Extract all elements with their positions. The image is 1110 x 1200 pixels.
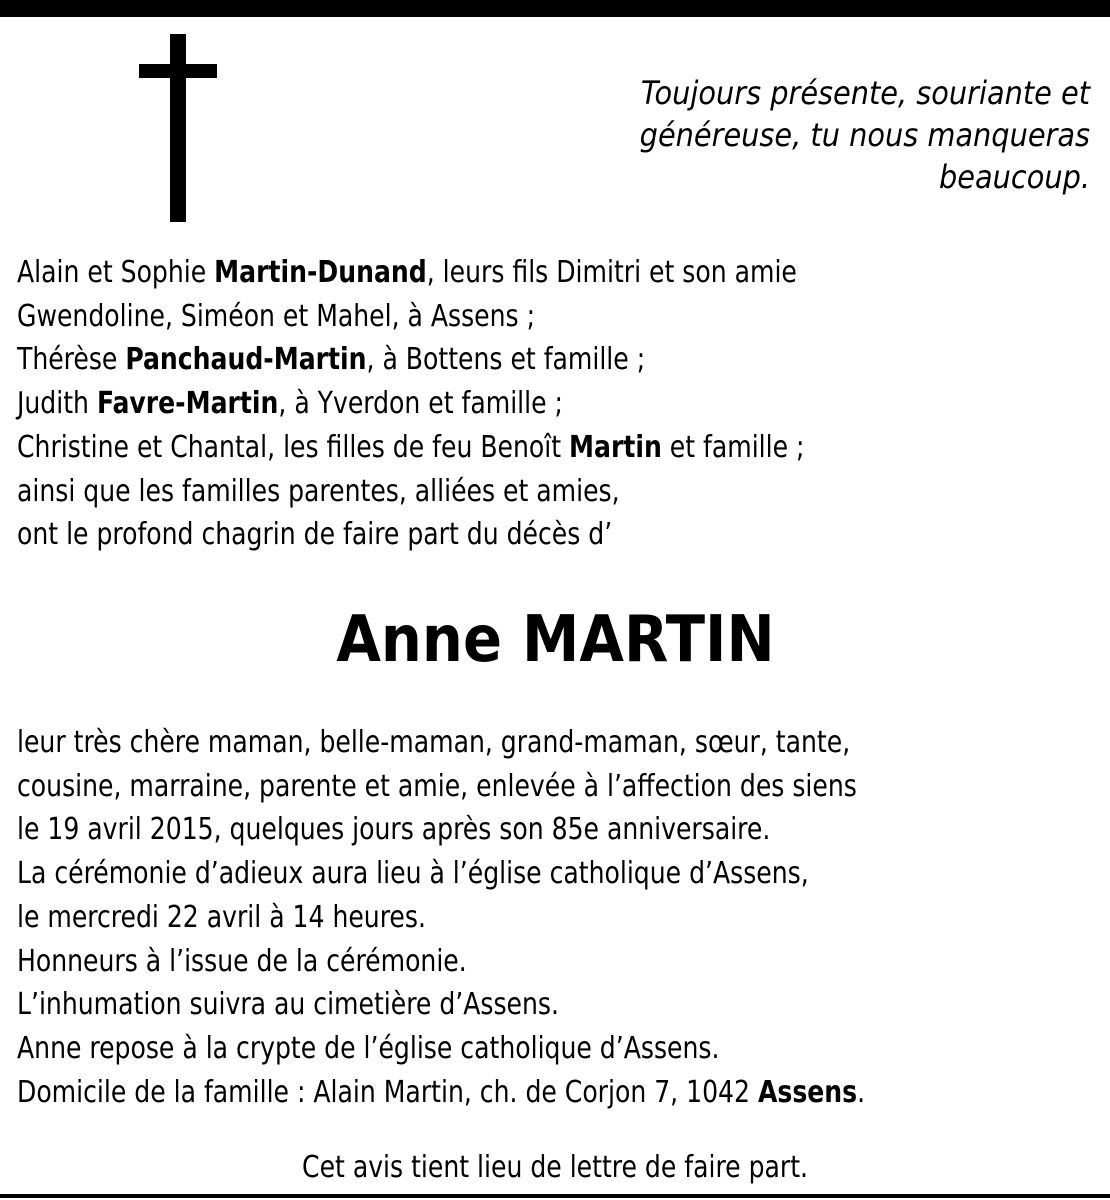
details-line: Anne repose à la crypte de l’église catholique d’Assens. <box>17 1030 720 1066</box>
details-text: . <box>857 1074 866 1110</box>
footer-note <box>0 1146 1110 1190</box>
family-line <box>17 382 805 426</box>
details-line: Honneurs à l’issue de la cérémonie. <box>17 943 467 979</box>
family-text: Judith <box>17 386 97 422</box>
obituary-details <box>17 721 865 1114</box>
family-line <box>17 426 805 470</box>
family-text: Christine et Chantal, les filles de feu Benoît <box>17 429 570 465</box>
family-text: et famille ; <box>661 429 805 465</box>
details-text: Domicile de la famille : Alain Martin, ch. de Corjon 7, 1042 <box>17 1074 758 1110</box>
family-line: ont le profond chagrin de faire part du décès d’ <box>17 517 613 553</box>
deceased-name-heading <box>0 600 1110 680</box>
top-border <box>0 0 1110 17</box>
family-text: Thérèse <box>17 342 126 378</box>
footer-text: Cet avis tient lieu de lettre de faire part. <box>302 1150 808 1185</box>
cross-vertical-bar <box>170 34 186 222</box>
details-line: L’inhumation suivra au cimetière d’Assens. <box>17 987 559 1023</box>
deceased-name: Anne MARTIN <box>335 603 775 677</box>
family-line: ainsi que les familles parentes, alliées et amies, <box>17 473 620 509</box>
family-surname: Martin <box>569 429 662 465</box>
cross-icon <box>139 34 217 222</box>
family-text: , leurs fils Dimitri et son amie <box>426 255 797 290</box>
bottom-border <box>0 1194 1110 1198</box>
family-line: Gwendoline, Siméon et Mahel, à Assens ; <box>17 298 536 334</box>
quote-line: généreuse, tu nous manqueras <box>639 116 1090 154</box>
family-text: , à Yverdon et famille ; <box>278 386 564 422</box>
family-text: Alain et Sophie <box>17 255 215 290</box>
details-line: le 19 avril 2015, quelques jours après son 85e anniversaire. <box>17 812 771 848</box>
details-line: cousine, marraine, parente et amie, enlevée à l’affection des siens <box>17 768 857 804</box>
cross-horizontal-bar <box>139 64 217 78</box>
family-text: , à Bottens et famille ; <box>366 342 646 378</box>
family-line <box>17 338 805 382</box>
details-line: La cérémonie d’adieux aura lieu à l’église catholique d’Assens, <box>17 856 809 892</box>
details-line: le mercredi 22 avril à 14 heures. <box>17 899 426 935</box>
details-line <box>17 1071 865 1115</box>
quote-line: beaucoup. <box>939 158 1090 196</box>
details-line: leur très chère maman, belle-maman, grand-maman, sœur, tante, <box>17 725 851 760</box>
family-surname: Favre-Martin <box>96 386 279 422</box>
epitaph-quote <box>570 72 1090 198</box>
details-town: Assens <box>757 1074 858 1110</box>
family-surname: Panchaud-Martin <box>125 342 367 378</box>
family-announcement <box>17 251 805 557</box>
quote-line: Toujours présente, souriante et <box>640 74 1090 112</box>
family-line <box>17 251 805 295</box>
family-surname: Martin-Dunand <box>214 255 427 290</box>
